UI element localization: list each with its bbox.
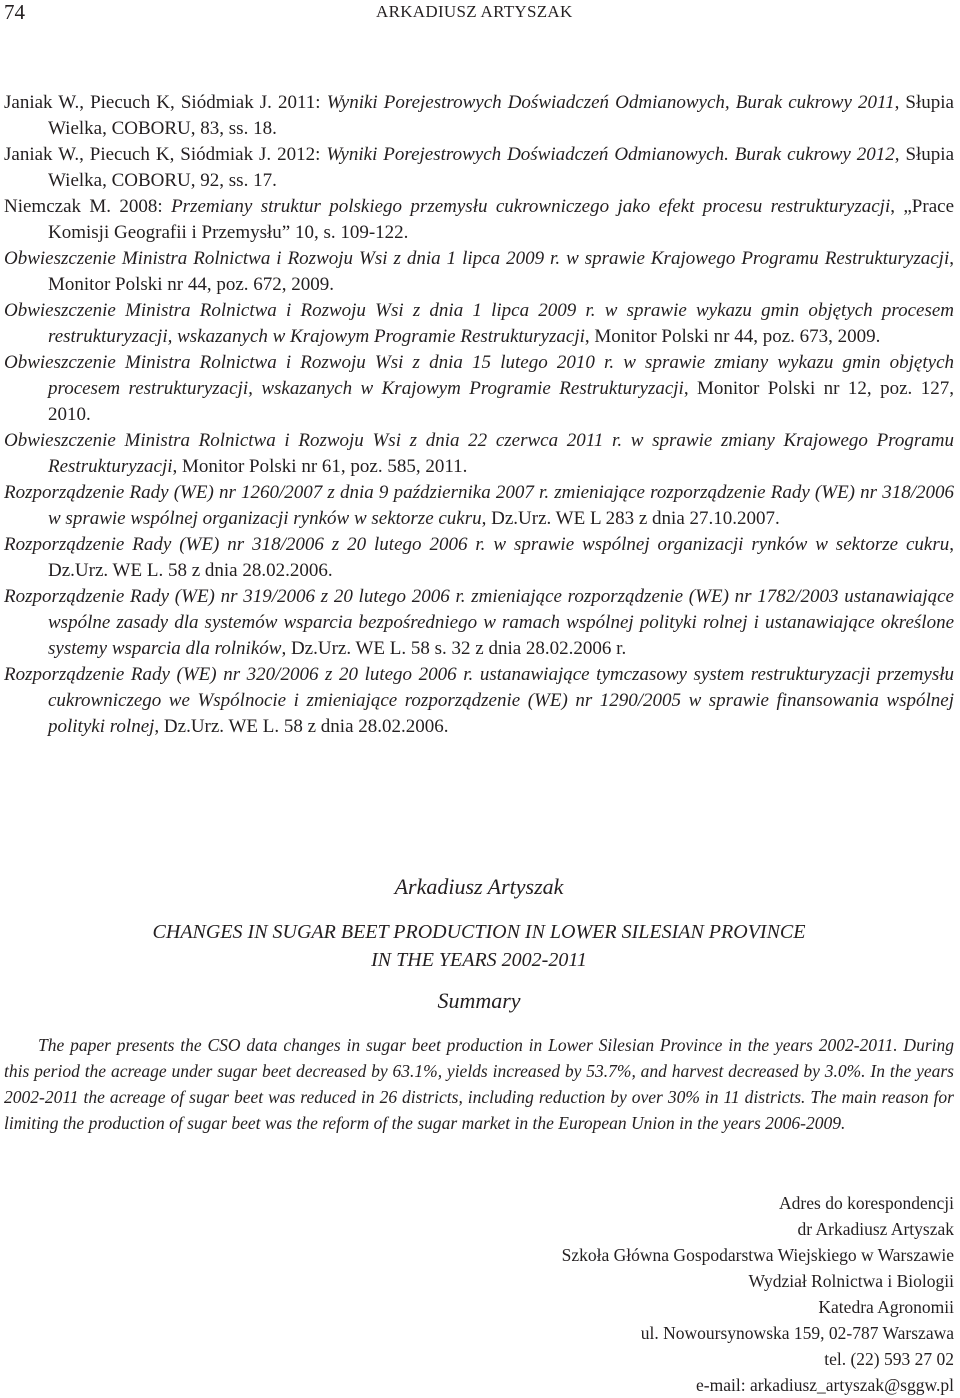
reference-item bbox=[4, 90, 954, 142]
english-summary bbox=[4, 872, 954, 1136]
reference-title: Rozporządzenie Rady (WE) nr 1260/2007 z dnia 9 października 2007 r. zmieniające rozporządzenie Rady (WE) nr 318/2006 w sprawie wspólnej organizacji rynków w sektorze cukru bbox=[4, 482, 954, 529]
reference-text: Janiak W., Piecuch K, Siódmiak J. 2012: bbox=[4, 144, 327, 165]
address-email[interactable]: e-mail: arkadiusz_artyszak@sggw.pl bbox=[696, 1375, 954, 1395]
reference-title: Rozporządzenie Rady (WE) nr 319/2006 z 20 lutego 2006 r. zmieniające rozporządzenie (WE) nr 1782/2003 ustanawiające wspólne zasady dla systemów wsparcia bezpośredniego w ramach wspólnej polityki rolnej i ustanawiające określone systemy wsparcia dla rolników bbox=[4, 586, 954, 659]
address-university: Szkoła Główna Gospodarstwa Wiejskiego w Warszawie bbox=[561, 1245, 954, 1265]
reference-text: , Monitor Polski nr 44, poz. 673, 2009. bbox=[584, 326, 881, 347]
reference-item bbox=[4, 480, 954, 532]
summary-abstract: The paper presents the CSO data changes in sugar beet production in Lower Silesian Province in the years 2002-2011. During this period the acreage under sugar beet decreased by 63.1%, yields increased by 53.7%, and harvest decreased by 3.0%. In the years 2002-2011 the acreage of sugar beet was reduced in 26 districts, including reduction by over 30% in 11 districts. The main reason for limiting the production of sugar beet was the reform of the sugar market in the European Union in the years 2006-2009. bbox=[4, 1035, 954, 1133]
reference-item bbox=[4, 532, 954, 584]
page-header bbox=[4, 0, 954, 30]
address-faculty: Wydział Rolnictwa i Biologii bbox=[748, 1271, 954, 1291]
reference-title: Wyniki Porejestrowych Doświadczeń Odmianowych. Burak cukrowy 2012 bbox=[326, 144, 895, 165]
reference-title: Rozporządzenie Rady (WE) nr 320/2006 z 20 lutego 2006 r. ustanawiające tymczasowy system restrukturyzacji przemysłu cukrowniczego we Wspólnocie i zmieniające rozporządzenie (WE) nr 1290/2005 w sprawie finansowania wspólnej polityki rolnej bbox=[4, 664, 954, 737]
reference-text: , Słupia Wielka, COBORU, 83, ss. 18. bbox=[48, 92, 954, 139]
summary-author: Arkadiusz Artyszak bbox=[394, 874, 564, 899]
reference-item bbox=[4, 298, 954, 350]
reference-title: Rozporządzenie Rady (WE) nr 318/2006 z 20 lutego 2006 r. w sprawie wspólnej organizacji rynków w sektorze cukru bbox=[4, 534, 950, 555]
summary-title-line-2: IN THE YEARS 2002-2011 bbox=[371, 949, 587, 971]
reference-title: Wyniki Porejestrowych Doświadczeń Odmianowych, Burak cukrowy 2011 bbox=[326, 92, 895, 113]
reference-title: Obwieszczenie Ministra Rolnictwa i Rozwoju Wsi z dnia 15 lutego 2010 r. w sprawie zmiany wykazu gmin objętych procesem restrukturyzacji, wskazanych w Krajowym Programie Restrukturyzacji bbox=[4, 352, 954, 399]
reference-item bbox=[4, 662, 954, 740]
reference-list bbox=[4, 90, 954, 740]
reference-title: Obwieszczenie Ministra Rolnictwa i Rozwoju Wsi z dnia 22 czerwca 2011 r. w sprawie zmiany Krajowego Programu Restrukturyzacji bbox=[4, 430, 954, 477]
reference-text: , Dz.Urz. WE L. 58 s. 32 z dnia 28.02.2006 r. bbox=[281, 638, 627, 659]
reference-item bbox=[4, 246, 954, 298]
reference-text: Niemczak M. 2008: bbox=[4, 196, 172, 217]
reference-text: , Monitor Polski nr 44, poz. 672, 2009. bbox=[48, 248, 954, 295]
reference-title: Przemiany struktur polskiego przemysłu cukrowniczego jako efekt procesu restrukturyzacji bbox=[171, 196, 891, 217]
running-head: ARKADIUSZ ARTYSZAK bbox=[376, 2, 573, 21]
page-number: 74 bbox=[4, 0, 25, 24]
reference-title: Obwieszczenie Ministra Rolnictwa i Rozwoju Wsi z dnia 1 lipca 2009 r. w sprawie wykazu gmin objętych procesem restrukturyzacji, wskazanych w Krajowym Programie Restrukturyzacji bbox=[4, 300, 954, 347]
reference-text: , Dz.Urz. WE L. 58 z dnia 28.02.2006. bbox=[48, 534, 954, 581]
reference-text: , Monitor Polski nr 12, poz. 127, 2010. bbox=[48, 378, 954, 425]
summary-title bbox=[4, 918, 954, 974]
reference-text: , Dz.Urz. WE L 283 z dnia 27.10.2007. bbox=[481, 508, 780, 529]
reference-item bbox=[4, 584, 954, 662]
reference-item bbox=[4, 142, 954, 194]
reference-item bbox=[4, 194, 954, 246]
summary-heading: Summary bbox=[437, 988, 521, 1013]
reference-title: Obwieszczenie Ministra Rolnictwa i Rozwoju Wsi z dnia 1 lipca 2009 r. w sprawie Krajowego Programu Restrukturyzacji bbox=[4, 248, 950, 269]
address-phone: tel. (22) 593 27 02 bbox=[824, 1349, 954, 1369]
reference-item bbox=[4, 428, 954, 480]
summary-title-line-1: CHANGES IN SUGAR BEET PRODUCTION IN LOWER SILESIAN PROVINCE bbox=[152, 921, 806, 943]
correspondence-address bbox=[562, 1190, 954, 1398]
address-department: Katedra Agronomii bbox=[818, 1297, 954, 1317]
reference-text: Janiak W., Piecuch K, Siódmiak J. 2011: bbox=[4, 92, 327, 113]
reference-text: , Słupia Wielka, COBORU, 92, ss. 17. bbox=[48, 144, 955, 191]
reference-text: , „Prace Komisji Geografii i Przemysłu” 10, s. 109-122. bbox=[48, 196, 954, 243]
address-name: dr Arkadiusz Artyszak bbox=[797, 1219, 954, 1239]
address-street: ul. Nowoursynowska 159, 02-787 Warszawa bbox=[640, 1323, 954, 1343]
reference-text: , Dz.Urz. WE L. 58 z dnia 28.02.2006. bbox=[154, 716, 449, 737]
address-label: Adres do korespondencji bbox=[779, 1193, 954, 1213]
reference-text: , Monitor Polski nr 61, poz. 585, 2011. bbox=[172, 456, 468, 477]
reference-item bbox=[4, 350, 954, 428]
